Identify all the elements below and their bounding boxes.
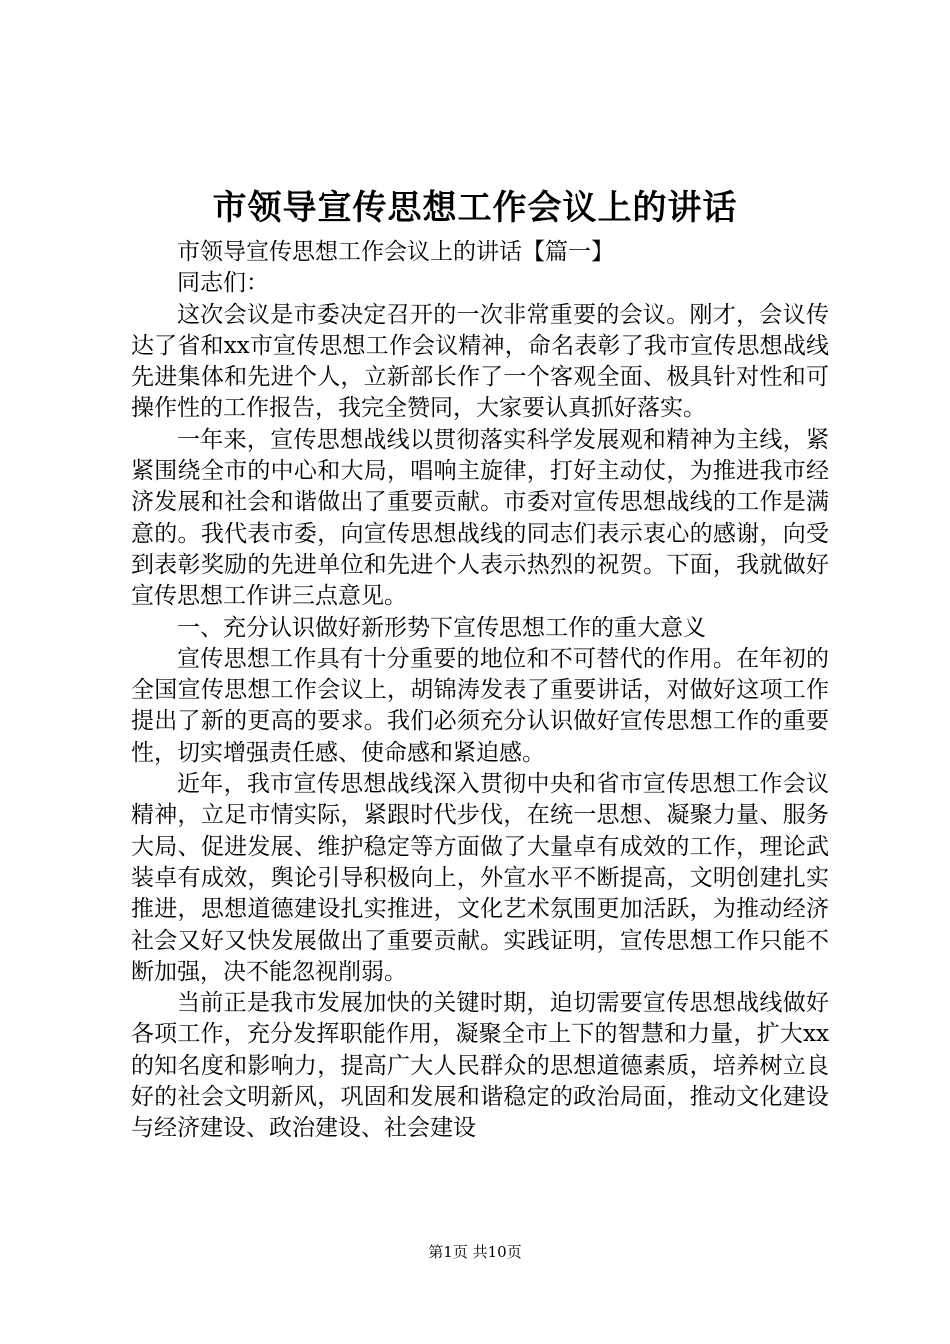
salutation: 同志们：	[177, 270, 269, 297]
body-paragraph: 近年，我市宣传思想战线深入贯彻中央和省市宣传思想工作会议精神，立足市情实际，紧跟时代步伐，在统一思想、凝聚力量、服务大局、促进发展、维护稳定等方面做了大量卓有成效的工作，理论武装卓有成效，舆论引导积极向上，外宣水平不断提高，文明创建扎实推进，思想道德建设扎实推进，文化艺术氛围更加活跃，为推动经济社会又好又快发展做出了重要贡献。实践证明，宣传思想工作只能不断加强，决不能忽视削弱。	[131, 771, 829, 985]
body-paragraph: 宣传思想工作具有十分重要的地位和不可替代的作用。在年初的全国宣传思想工作会议上，胡锦涛发表了重要讲话，对做好这项工作提出了新的更高的要求。我们必须充分认识做好宣传思想工作的重要性，切实增强责任感、使命感和紧迫感。	[131, 645, 829, 766]
document-body	[131, 237, 829, 1145]
body-paragraph: 当前正是我市发展加快的关键时期，迫切需要宣传思想战线做好各项工作，充分发挥职能作用，凝聚全市上下的智慧和力量，扩大xx的知名度和影响力，提高广大人民群众的思想道德素质，培养树立良好的社会文明新风，巩固和发展和谐稳定的政治局面，推动文化建设与经济建设、政治建设、社会建设	[131, 990, 829, 1142]
document-title: 市领导宣传思想工作会议上的讲话	[212, 188, 738, 228]
section-heading: 市领导宣传思想工作会议上的讲话【篇一】	[177, 239, 614, 265]
body-paragraph: 一年来，宣传思想战线以贯彻落实科学发展观和精神为主线，紧紧围绕全市的中心和大局，唱响主旋律，打好主动仗，为推进我市经济发展和社会和谐做出了重要贡献。市委对宣传思想战线的工作是满意的。我代表市委，向宣传思想战线的同志们表示衷心的感谢，向受到表彰奖励的先进单位和先进个人表示热烈的祝贺。下面，我就做好宣传思想工作讲三点意见。	[131, 426, 829, 610]
body-paragraph: 这次会议是市委决定召开的一次非常重要的会议。刚才，会议传达了省和xx市宣传思想工作会议精神，命名表彰了我市宣传思想战线先进集体和先进个人，立新部长作了一个客观全面、极具针对性和可操作性的工作报告，我完全赞同，大家要认真抓好落实。	[131, 301, 829, 422]
section-subheading: 一、充分认识做好新形势下宣传思想工作的重大意义	[177, 614, 706, 641]
page-number-footer: 第1页 共10页	[428, 1243, 522, 1261]
